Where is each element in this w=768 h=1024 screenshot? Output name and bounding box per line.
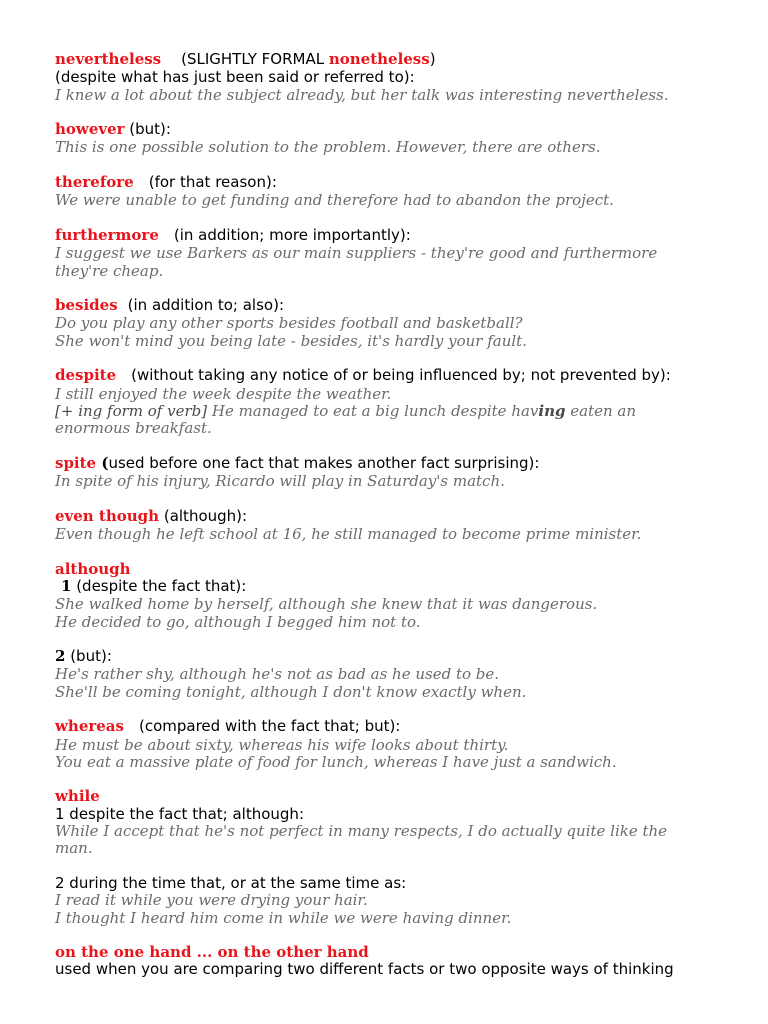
headword: although	[55, 559, 131, 578]
definition: (in addition to; also):	[127, 296, 284, 315]
headword: spite	[55, 453, 97, 472]
headword: on the one hand ... on the other hand	[55, 943, 369, 962]
entry-spite	[55, 455, 745, 491]
definition: used when you are comparing two different facts or two opposite ways of thinking	[55, 960, 674, 979]
entry-furthermore	[55, 227, 745, 280]
paren-open: (	[96, 453, 109, 472]
entry-besides	[55, 297, 745, 350]
example-sentence: In spite of his injury, Ricardo will play in Saturday's match.	[55, 472, 505, 491]
headword: furthermore	[55, 225, 159, 244]
example-sentence: enormous breakfast.	[55, 419, 212, 438]
definition: (although):	[159, 506, 248, 525]
example-sentence: This is one possible solution to the problem. However, there are others.	[55, 138, 601, 157]
definition: (but):	[65, 647, 112, 666]
entry-although-sense-2	[55, 648, 745, 701]
definition: 2 during the time that, or at the same time as:	[55, 873, 407, 892]
definition: (despite what has just been said or referred to):	[55, 68, 415, 87]
definition: (for that reason):	[148, 173, 277, 192]
example-sentence: She won't mind you being late - besides, it's hardly your fault.	[55, 331, 527, 350]
example-sentence: I thought I heard him come in while we were having dinner.	[55, 908, 512, 927]
grammar-note: [+ ing form of verb]	[55, 401, 208, 420]
example-sentence: She'll be coming tonight, although I don't know exactly when.	[55, 682, 527, 701]
headword: whereas	[55, 717, 124, 736]
definition: used before one fact that makes another fact surprising):	[108, 453, 540, 472]
example-sentence: We were unable to get funding and therefore had to abandon the project.	[55, 191, 614, 210]
definition: (in addition; more importantly):	[173, 225, 411, 244]
definition: (despite the fact that):	[71, 576, 247, 595]
example-sentence: He decided to go, although I begged him not to.	[55, 612, 421, 631]
example-sentence: they're cheap.	[55, 261, 164, 280]
register-label-end: )	[429, 50, 436, 68]
example-sentence: Do you play any other sports besides football and basketball?	[55, 314, 523, 333]
entry-nevertheless	[55, 51, 745, 104]
headword: despite	[55, 366, 117, 385]
example-sentence: He must be about sixty, whereas his wife looks about thirty.	[55, 735, 509, 754]
entry-while	[55, 788, 745, 857]
register-label: (SLIGHTLY FORMAL	[181, 50, 329, 68]
example-sentence: eaten an	[565, 401, 637, 420]
headword: nevertheless	[55, 50, 162, 68]
definition: (without taking any notice of or being influenced by; not prevented by):	[131, 366, 671, 385]
headword: therefore	[55, 173, 134, 192]
headword: while	[55, 787, 100, 806]
definition: (compared with the fact that; but):	[138, 717, 401, 736]
entry-whereas	[55, 718, 745, 771]
headword-alt: nonetheless	[328, 50, 430, 68]
example-emphasis: ing	[538, 401, 566, 420]
definition: (but):	[124, 120, 171, 139]
entry-despite	[55, 367, 745, 437]
example-sentence: I still enjoyed the week despite the weather.	[55, 384, 392, 403]
example-sentence: He managed to eat a big lunch despite hav	[207, 401, 539, 420]
entry-however	[55, 121, 745, 157]
entry-therefore	[55, 174, 745, 210]
entry-on-the-one-hand	[55, 944, 745, 979]
example-sentence: You eat a massive plate of food for lunch, whereas I have just a sandwich.	[55, 752, 617, 771]
example-sentence: He's rather shy, although he's not as bad as he used to be.	[55, 665, 500, 684]
example-sentence: Even though he left school at 16, he still managed to become prime minister.	[55, 525, 642, 544]
example-sentence: man.	[55, 839, 93, 858]
definition: 1 despite the fact that; although:	[55, 804, 304, 823]
example-sentence: I suggest we use Barkers as our main suppliers - they're good and furthermore	[55, 244, 658, 263]
example-sentence: She walked home by herself, although she knew that it was dangerous.	[55, 595, 598, 614]
document-page	[55, 51, 745, 996]
entry-although	[55, 561, 745, 631]
headword: however	[55, 120, 125, 139]
example-sentence: I read it while you were drying your hair.	[55, 891, 368, 910]
entry-even-though	[55, 508, 745, 544]
entry-while-sense-2	[55, 875, 745, 927]
example-sentence: While I accept that he's not perfect in many respects, I do actually quite like the	[55, 822, 668, 841]
example-sentence: I knew a lot about the subject already, but her talk was interesting nevertheless.	[55, 85, 669, 104]
headword: even though	[55, 506, 160, 525]
headword: besides	[55, 296, 118, 315]
sense-number: 2	[55, 647, 66, 666]
sense-number: 1	[61, 576, 72, 595]
